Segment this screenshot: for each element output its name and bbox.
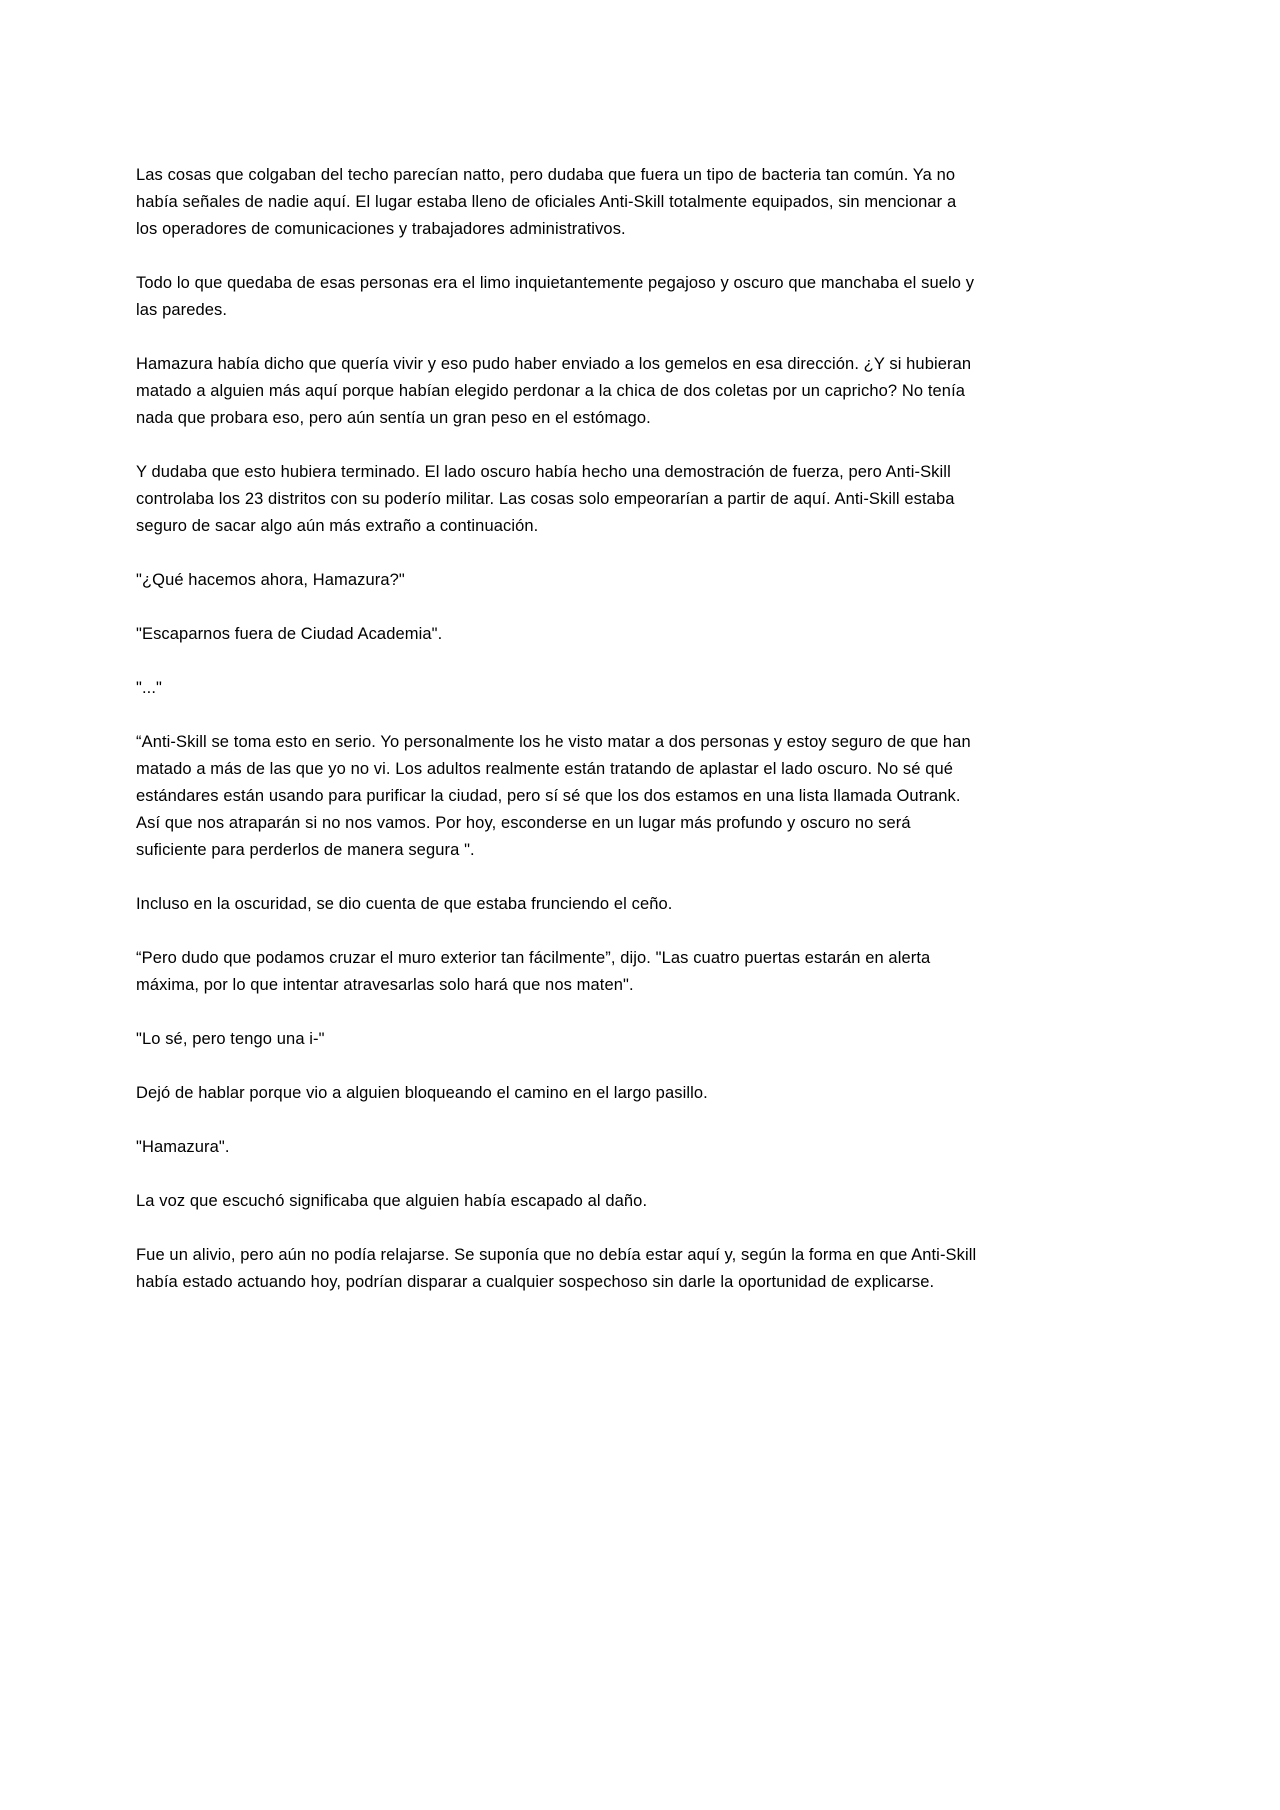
paragraph: Y dudaba que esto hubiera terminado. El lado oscuro había hecho una demostración de fuerza, pero Anti-Skill controlaba los 23 distritos con su poderío militar. Las cosas solo empeorarían a partir de aquí. Anti-Skill estaba seguro de sacar algo aún más extraño a continuación. bbox=[136, 463, 960, 535]
paragraph: La voz que escuchó significaba que alguien había escapado al daño. bbox=[136, 1192, 648, 1210]
dialogue-paragraph: "¿Qué hacemos ahora, Hamazura?" bbox=[136, 571, 405, 589]
paragraph: Incluso en la oscuridad, se dio cuenta de que estaba frunciendo el ceño. bbox=[136, 895, 673, 913]
dialogue-paragraph: "Hamazura". bbox=[136, 1138, 230, 1156]
dialogue-paragraph: “Pero dudo que podamos cruzar el muro exterior tan fácilmente”, dijo. "Las cuatro puertas estarán en alerta máxima, por lo que intentar atravesarlas solo hará que nos maten". bbox=[136, 949, 935, 994]
dialogue-paragraph: “Anti-Skill se toma esto en serio. Yo personalmente los he visto matar a dos personas y estoy seguro de que han matado a más de las que yo no vi. Los adultos realmente están tratando de aplastar el lado oscuro. No sé qué estándares están usando para purificar la ciudad, pero sí sé que los dos estamos en una lista llamada Outrank. Así que nos atraparán si no nos vamos. Por hoy, esconderse en un lugar más profundo y oscuro no será suficiente para perderlos de manera segura ". bbox=[136, 733, 976, 859]
paragraph: Fue un alivio, pero aún no podía relajarse. Se suponía que no debía estar aquí y, según la forma en que Anti-Skill había estado actuando hoy, podrían disparar a cualquier sospechoso sin darle la oportunidad de explicarse. bbox=[136, 1246, 981, 1291]
dialogue-paragraph: "Escaparnos fuera de Ciudad Academia". bbox=[136, 625, 443, 643]
paragraph: Las cosas que colgaban del techo parecían natto, pero dudaba que fuera un tipo de bacteria tan común. Ya no había señales de nadie aquí. El lugar estaba lleno de oficiales Anti-Skill totalmente equipados, sin mencionar a los operadores de comunicaciones y trabajadores administrativos. bbox=[136, 166, 961, 238]
paragraph: Todo lo que quedaba de esas personas era el limo inquietantemente pegajoso y oscuro que manchaba el suelo y las paredes. bbox=[136, 274, 979, 319]
paragraph: Dejó de hablar porque vio a alguien bloqueando el camino en el largo pasillo. bbox=[136, 1084, 708, 1102]
dialogue-paragraph: "Lo sé, pero tengo una i-" bbox=[136, 1030, 325, 1048]
dialogue-paragraph: "..." bbox=[136, 679, 162, 697]
paragraph: Hamazura había dicho que quería vivir y eso pudo haber enviado a los gemelos en esa dirección. ¿Y si hubieran matado a alguien más aquí porque habían elegido perdonar a la chica de dos coletas por un capricho? No tenía nada que probara eso, pero aún sentía un gran peso en el estómago. bbox=[136, 355, 976, 427]
